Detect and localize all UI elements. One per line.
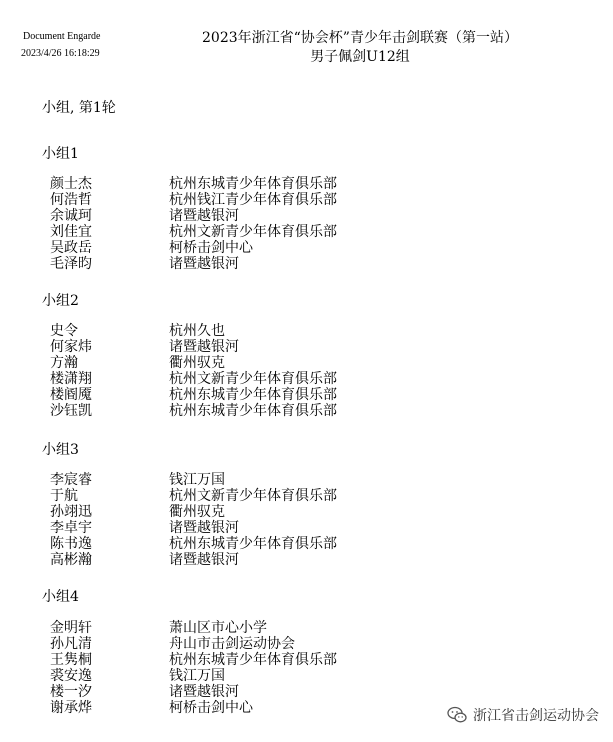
fencer-row xyxy=(0,520,613,536)
fencer-row xyxy=(0,224,613,240)
fencer-row xyxy=(0,668,613,684)
fencer-row xyxy=(0,176,613,192)
fencer-row xyxy=(0,504,613,520)
fencer-name: 楼潇翔 xyxy=(50,371,92,387)
pool-heading: 小组1 xyxy=(42,146,79,162)
fencer-row xyxy=(0,192,613,208)
fencer-row xyxy=(0,636,613,652)
fencer-row xyxy=(0,371,613,387)
fencer-club: 杭州东城青少年体育俱乐部 xyxy=(169,652,337,668)
fencer-club: 杭州东城青少年体育俱乐部 xyxy=(169,536,337,552)
document-title: 2023年浙江省“协会杯”青少年击剑联赛（第一站） xyxy=(202,30,518,46)
fencer-name: 陈书逸 xyxy=(50,536,92,552)
fencer-club: 衢州驭克 xyxy=(169,355,225,371)
print-timestamp: 2023/4/26 16:18:29 xyxy=(21,48,100,59)
fencer-row xyxy=(0,355,613,371)
fencer-name: 于航 xyxy=(50,488,78,504)
fencer-club: 诸暨越银河 xyxy=(169,256,239,272)
wechat-icon xyxy=(447,706,467,724)
fencer-name: 毛泽昀 xyxy=(50,256,92,272)
watermark-text: 浙江省击剑运动协会 xyxy=(473,708,599,724)
fencer-row xyxy=(0,403,613,419)
fencer-row xyxy=(0,536,613,552)
fencer-club: 诸暨越银河 xyxy=(169,684,239,700)
fencer-name: 金明轩 xyxy=(50,620,92,636)
fencer-row xyxy=(0,652,613,668)
fencer-club: 柯桥击剑中心 xyxy=(169,240,253,256)
fencer-row xyxy=(0,339,613,355)
document-subtitle: 男子佩剑U12组 xyxy=(310,49,410,65)
fencer-club: 杭州钱江青少年体育俱乐部 xyxy=(169,192,337,208)
fencer-row xyxy=(0,240,613,256)
fencer-name: 王隽桐 xyxy=(50,652,92,668)
fencer-row xyxy=(0,472,613,488)
fencer-name: 楼一汐 xyxy=(50,684,92,700)
fencer-club: 杭州东城青少年体育俱乐部 xyxy=(169,176,337,192)
fencer-club: 钱江万国 xyxy=(169,668,225,684)
fencer-row xyxy=(0,208,613,224)
fencer-row xyxy=(0,323,613,339)
watermark xyxy=(447,705,599,725)
fencer-club: 杭州文新青少年体育俱乐部 xyxy=(169,224,337,240)
fencer-name: 何家炜 xyxy=(50,339,92,355)
fencer-name: 李卓宇 xyxy=(50,520,92,536)
fencer-club: 萧山区市心小学 xyxy=(169,620,267,636)
fencer-row xyxy=(0,552,613,568)
fencer-club: 杭州东城青少年体育俱乐部 xyxy=(169,387,337,403)
fencer-club: 衢州驭克 xyxy=(169,504,225,520)
fencer-club: 诸暨越银河 xyxy=(169,520,239,536)
fencer-name: 史令 xyxy=(50,323,78,339)
fencer-name: 沙钰凯 xyxy=(50,403,92,419)
fencer-club: 钱江万国 xyxy=(169,472,225,488)
fencer-name: 孙凡清 xyxy=(50,636,92,652)
fencer-row xyxy=(0,256,613,272)
fencer-name: 颜士杰 xyxy=(50,176,92,192)
fencer-club: 杭州文新青少年体育俱乐部 xyxy=(169,371,337,387)
fencer-club: 诸暨越银河 xyxy=(169,339,239,355)
fencer-name: 孙翊迅 xyxy=(50,504,92,520)
fencer-club: 诸暨越银河 xyxy=(169,208,239,224)
fencer-club: 柯桥击剑中心 xyxy=(169,700,253,716)
round-heading: 小组, 第1轮 xyxy=(42,100,116,116)
pool-heading: 小组3 xyxy=(42,442,79,458)
fencer-row xyxy=(0,488,613,504)
fencer-name: 方瀚 xyxy=(50,355,78,371)
fencer-club: 舟山市击剑运动协会 xyxy=(169,636,295,652)
fencer-name: 余诚珂 xyxy=(50,208,92,224)
fencer-name: 楼阍魇 xyxy=(50,387,92,403)
fencer-name: 吴政岳 xyxy=(50,240,92,256)
fencer-club: 杭州久也 xyxy=(169,323,225,339)
fencer-name: 谢承烨 xyxy=(50,700,92,716)
pool-heading: 小组2 xyxy=(42,293,79,309)
fencer-name: 李宸睿 xyxy=(50,472,92,488)
fencer-club: 杭州东城青少年体育俱乐部 xyxy=(169,403,337,419)
software-name: Document Engarde xyxy=(23,31,101,42)
fencer-row xyxy=(0,620,613,636)
pool-heading: 小组4 xyxy=(42,589,79,605)
fencer-name: 高彬瀚 xyxy=(50,552,92,568)
fencer-name: 裘安逸 xyxy=(50,668,92,684)
fencer-row xyxy=(0,684,613,700)
fencer-club: 杭州文新青少年体育俱乐部 xyxy=(169,488,337,504)
fencer-name: 刘佳宜 xyxy=(50,224,92,240)
fencer-name: 何浩哲 xyxy=(50,192,92,208)
fencer-row xyxy=(0,387,613,403)
fencer-club: 诸暨越银河 xyxy=(169,552,239,568)
